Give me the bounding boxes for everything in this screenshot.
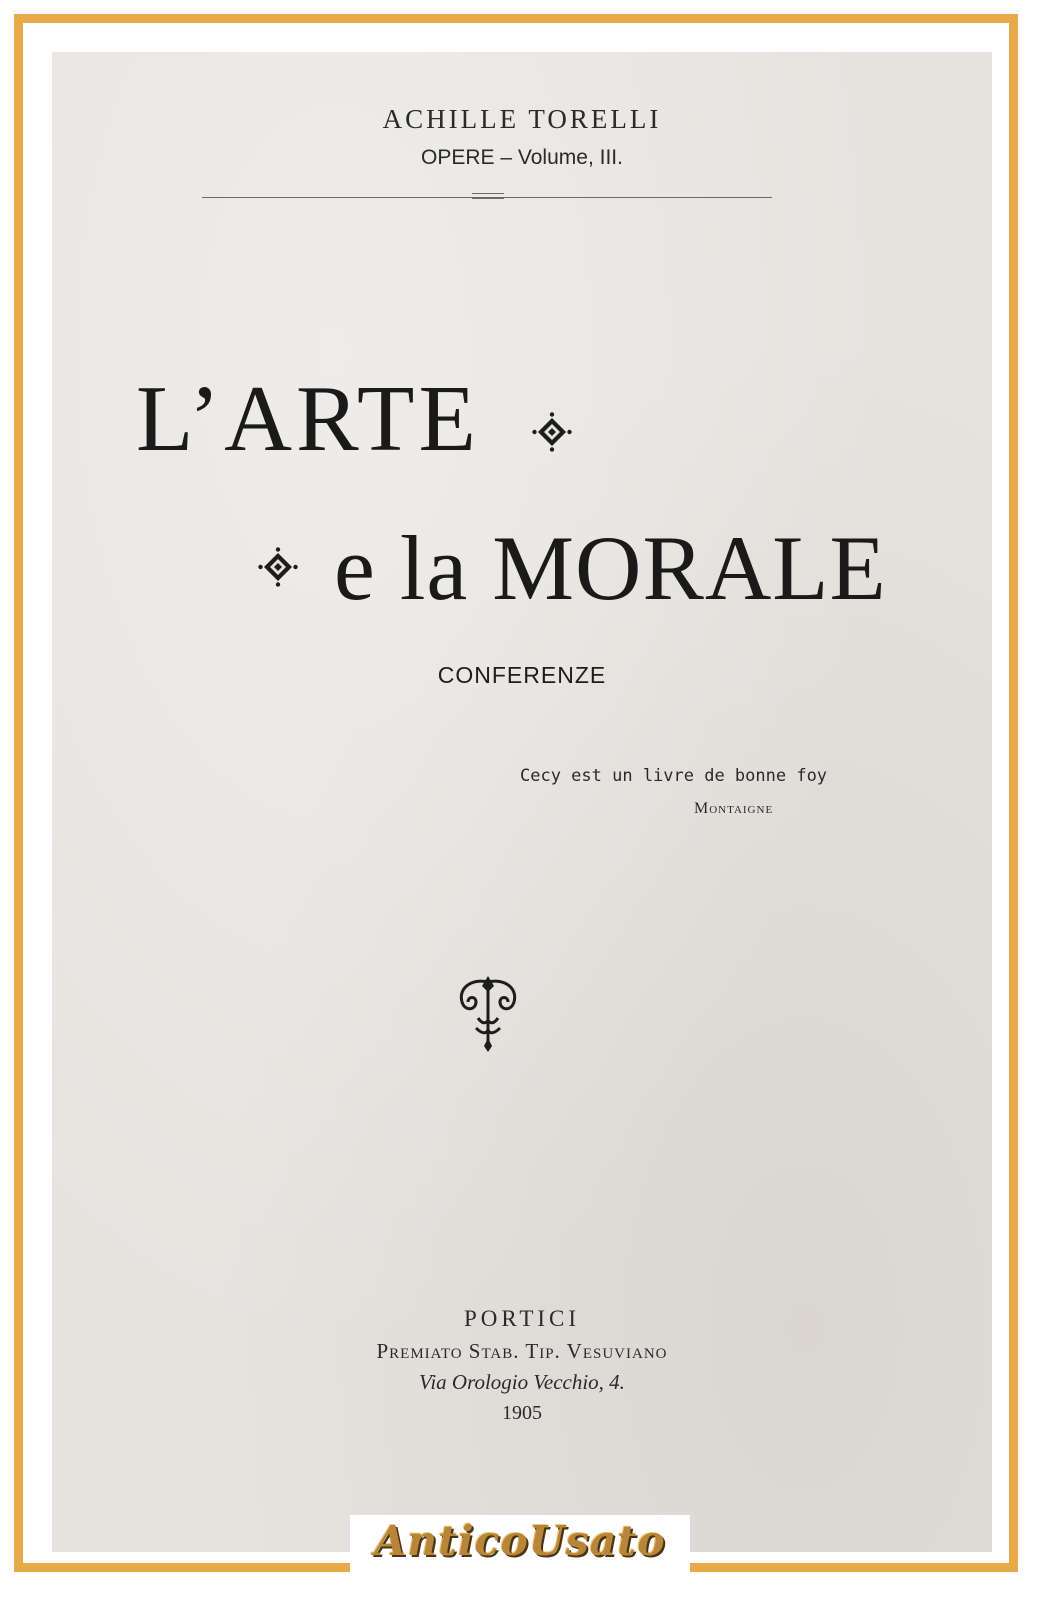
watermark-banner (350, 1515, 690, 1573)
imprint-city: PORTICI (463, 1306, 581, 1331)
diamond-ornament-icon (258, 547, 298, 587)
diamond-ornament-icon (532, 412, 572, 452)
watermark-logo: AnticoUsato (374, 1517, 666, 1565)
title-page (52, 52, 992, 1552)
volume-line: OPERE – Volume, III. (421, 146, 623, 169)
imprint-address: Via Orologio Vecchio, 4. (419, 1370, 625, 1394)
imprint-printer: Premiato Stab. Tip. Vesuviano (376, 1339, 668, 1363)
subtitle: CONFERENZE (437, 662, 607, 688)
imprint-year: 1905 (502, 1402, 542, 1424)
title-line-1: L’ARTE (136, 367, 480, 471)
epigraph-author: Montaigne (694, 800, 774, 817)
floral-vignette-icon (452, 974, 524, 1052)
divider-mark (472, 193, 504, 199)
title-line-2: e la MORALE (334, 517, 887, 619)
epigraph-quote: Cecy est un livre de bonne foy (520, 766, 828, 786)
author-name: ACHILLE TORELLI (382, 104, 662, 134)
